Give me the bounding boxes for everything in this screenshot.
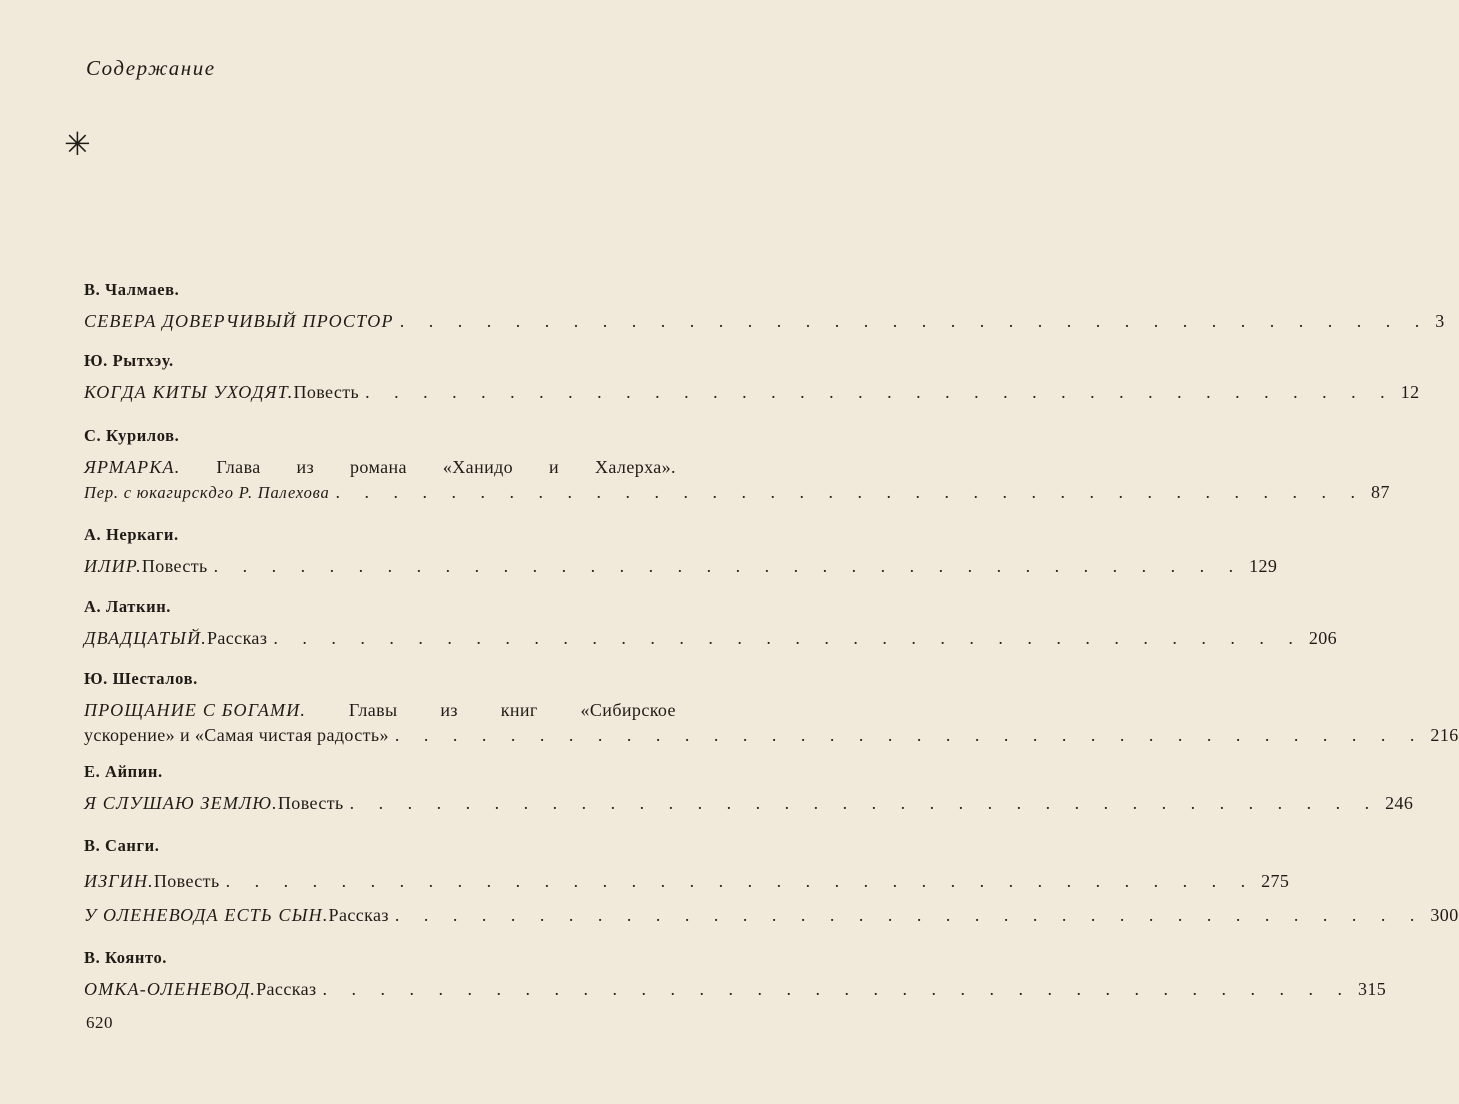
entry-page-number: 275 [1261,871,1290,891]
entry-title: ОМКА-ОЛЕНЕВОД. [84,979,257,999]
entry-page-number: 315 [1357,979,1387,999]
toc-entry [84,426,1390,505]
entry-title: ИЛИР. [84,556,142,576]
leader-dots: . . . . . . . . . . . . . . . . . . . . . . . . . . . . . . . . . . . . [225,871,1256,891]
toc-entry [84,280,1445,334]
entry-desc-word: Халерха». [594,457,676,477]
entry-page-number: 87 [1371,482,1390,502]
toc-entry [84,525,1278,579]
entry-title: СЕВЕРА ДОВЕРЧИВЫЙ ПРОСТОР [84,311,394,331]
entry-author: Е. Айпин. [84,762,163,781]
leader-dots: . . . . . . . . . . . . . . . . . . . . . . . . . . . . . . . . . . . . [322,979,1352,999]
entry-genre: Повесть [153,871,220,891]
entry-desc-word: «Ханидо [442,457,514,477]
entry-genre: Рассказ [328,905,389,925]
entry-author: Ю. Шесталов. [84,669,198,688]
entry-line [84,480,1390,505]
entry-line [84,455,676,480]
leader-dots: . . . . . . . . . . . . . . . . . . . . . . . . . . . . . . . . . . . . [273,628,1303,648]
entry-genre: Рассказ [206,628,268,648]
entry-page-number: 206 [1308,628,1338,648]
asterisk-ornament-icon: ✳ [64,126,91,162]
leader-dots: . . . . . . . . . . . . . . . . . . . . . . . . . . . . . . . . . . . . [365,382,1395,402]
toc-entry [84,597,1338,651]
entry-line [84,554,1278,579]
leader-dots: . . . . . . . . . . . . . . . . . . . . . . . . . . . . . . . . . . . . [394,725,1425,745]
entry-line [84,380,1420,405]
leader-dots: . . . . . . . . . . . . . . . . . . . . . . . . . . . . . . . . . . . . [399,311,1430,331]
toc-entry [84,762,1414,816]
entry-line [84,869,1290,894]
entry-desc-word: из [296,457,315,477]
entry-genre: Повесть [277,793,344,813]
entry-genre: Повесть [141,556,208,576]
entry-title: ДВАДЦАТЫЙ. [84,628,207,648]
entry-line [84,791,1414,816]
entry-author: В. Чалмаев. [84,280,180,299]
entry-line [84,698,676,723]
entry-line [84,626,1338,651]
entry-genre: Повесть [293,382,360,402]
entry-title: ПРОЩАНИЕ С БОГАМИ. [84,700,307,720]
entry-author: А. Латкин. [84,597,172,616]
entry-author: А. Неркаги. [84,525,179,544]
entry-page-number: 216 [1430,725,1459,745]
entry-title: У ОЛЕНЕВОДА ЕСТЬ СЫН. [84,905,329,925]
entry-desc-word: Глава [216,457,261,477]
page-folio-number: 620 [86,1013,113,1032]
entry-translator: Пер. с юкагирскдго Р. Палехова [84,483,330,502]
toc-entry [84,669,1459,748]
entry-desc-word: романа [350,457,407,477]
entry-author: С. Курилов. [84,426,180,445]
entry-page-number: 246 [1385,793,1414,813]
entry-page-number: 300 [1430,905,1459,925]
entry-page-number: 3 [1435,311,1445,331]
toc-entry [84,351,1420,405]
entry-genre: Рассказ [256,979,317,999]
contents-heading: Содержание [86,56,216,80]
leader-dots: . . . . . . . . . . . . . . . . . . . . . . . . . . . . . . . . . . . . [213,556,1244,576]
entry-line [84,903,1459,928]
entry-title: ЯРМАРКА. [84,457,181,477]
entry-author: Ю. Рытхэу. [84,351,174,370]
entry-desc: ускорение» и «Самая чистая радость» [84,725,389,745]
leader-dots: . . . . . . . . . . . . . . . . . . . . . . . . . . . . . . . . . . . . [394,905,1425,925]
toc-entry [84,948,1387,1002]
entry-line [84,723,1459,748]
entry-title: КОГДА КИТЫ УХОДЯТ. [84,382,294,402]
leader-dots: . . . . . . . . . . . . . . . . . . . . . . . . . . . . . . . . . . . . [349,793,1380,813]
entry-title: ИЗГИН. [84,871,154,891]
entry-author: В. Коянто. [84,948,168,967]
entry-page-number: 129 [1249,556,1278,576]
entry-desc-word: «Сибирское [580,700,676,720]
entry-title: Я СЛУШАЮ ЗЕМЛЮ. [84,793,278,813]
entry-line [84,309,1445,334]
entry-author: В. Санги. [84,836,160,855]
leader-dots: . . . . . . . . . . . . . . . . . . . . . . . . . . . . . . . . . . . . [335,482,1366,502]
toc-entry [84,836,1459,928]
entry-line [84,977,1387,1002]
entry-page-number: 12 [1400,382,1420,402]
entry-desc-word: из [440,700,458,720]
entry-desc-word: и [549,457,560,477]
entry-desc-word: книг [500,700,538,720]
entry-desc-word: Главы [348,700,398,720]
